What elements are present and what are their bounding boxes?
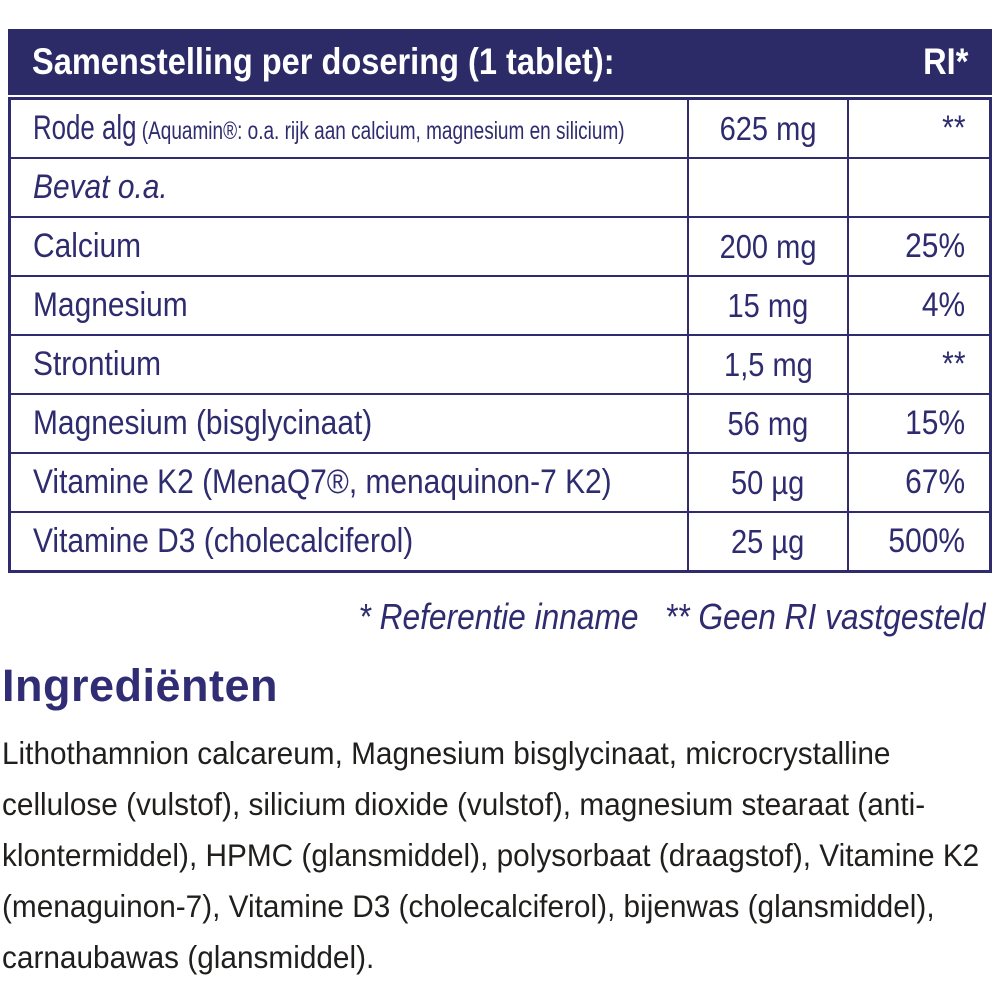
ri-cell [847, 336, 989, 393]
ri-value: ** [941, 345, 965, 383]
amount-value: 25 µg [731, 522, 805, 560]
ri-cell [847, 159, 989, 216]
amount-cell [687, 277, 847, 334]
ri-cell [847, 277, 989, 334]
ingredient-name: Magnesium (bisglycinaat) [33, 404, 373, 442]
ingredient-name-cell [11, 513, 687, 570]
ri-cell [847, 218, 989, 275]
ri-value: 25% [905, 227, 965, 265]
amount-cell [687, 454, 847, 511]
ingredient-name-cell [11, 395, 687, 452]
amount-cell [687, 336, 847, 393]
amount-value: 1,5 mg [723, 345, 813, 383]
supplement-facts-table [8, 29, 992, 573]
ingredient-name: Rode alg [33, 109, 137, 147]
amount-value: 15 mg [727, 286, 809, 324]
ingredient-name-cell [11, 336, 687, 393]
ri-value: 67% [905, 463, 965, 501]
table-row-magnesium-bisglycinaat [11, 395, 989, 454]
amount-cell [687, 159, 847, 216]
table-title: Samenstelling per dosering (1 tablet): [32, 41, 615, 82]
ingredient-name-cell [11, 159, 687, 216]
ingredient-name: Vitamine D3 (cholecalciferol) [33, 522, 414, 560]
table-body [8, 97, 992, 573]
ingredients-text: Lithothamnion calcareum, Magnesium bisglycinaat, microcrystalline cellulose (vulstof), silicium dioxide (vulstof), magnesium stearaat (anti-klontermiddel), HPMC (glansmiddel), polysorbaat (draagstof), Vitamine K2 (menaguinon-7), Vitamine D3 (cholecalciferol), bijenwas (glansmiddel), carnaubawas (glansmiddel). [2, 735, 980, 975]
table-row-strontium [11, 336, 989, 395]
ingredient-name-cell [11, 277, 687, 334]
ingredient-name-cell [11, 218, 687, 275]
ri-value: 500% [888, 522, 965, 560]
table-footnote [273, 596, 985, 638]
table-row-calcium [11, 218, 989, 277]
table-row-vitamine-k2 [11, 454, 989, 513]
ri-cell [847, 513, 989, 570]
ingredients-paragraph [2, 728, 1000, 983]
ri-cell [847, 395, 989, 452]
footnote-referentie-inname: * Referentie inname [358, 596, 639, 637]
ingredient-name-cell [11, 454, 687, 511]
ri-value: ** [941, 109, 965, 147]
amount-cell [687, 100, 847, 157]
ri-cell [847, 454, 989, 511]
amount-value: 200 mg [719, 227, 817, 265]
ri-column-header: RI* [922, 41, 968, 82]
table-row-magnesium [11, 277, 989, 336]
ingredient-name: Strontium [33, 345, 162, 383]
ingredients-heading: Ingrediënten [2, 660, 279, 711]
amount-value: 50 µg [731, 463, 805, 501]
amount-cell [687, 395, 847, 452]
table-header [8, 29, 992, 95]
ingredient-name: Calcium [33, 227, 142, 265]
table-row-vitamine-d3 [11, 513, 989, 570]
footnote-geen-ri: ** Geen RI vastgesteld [664, 596, 985, 637]
ingredient-name: Bevat o.a. [33, 168, 168, 206]
amount-cell [687, 513, 847, 570]
ingredient-name-cell [11, 100, 687, 157]
table-row-bevat-oa [11, 159, 989, 218]
ri-value: 15% [905, 404, 965, 442]
ingredient-name: Magnesium [33, 286, 188, 324]
amount-value: 56 mg [727, 404, 809, 442]
amount-cell [687, 218, 847, 275]
ri-value: 4% [921, 286, 965, 324]
amount-value: 625 mg [719, 109, 817, 147]
ingredient-name-detail: (Aquamin®: o.a. rijk aan calcium, magnesium en silicium) [141, 117, 625, 145]
table-row-rode-alg [11, 100, 989, 159]
ri-cell [847, 100, 989, 157]
ingredient-name: Vitamine K2 (MenaQ7®, menaquinon-7 K2) [33, 463, 612, 501]
